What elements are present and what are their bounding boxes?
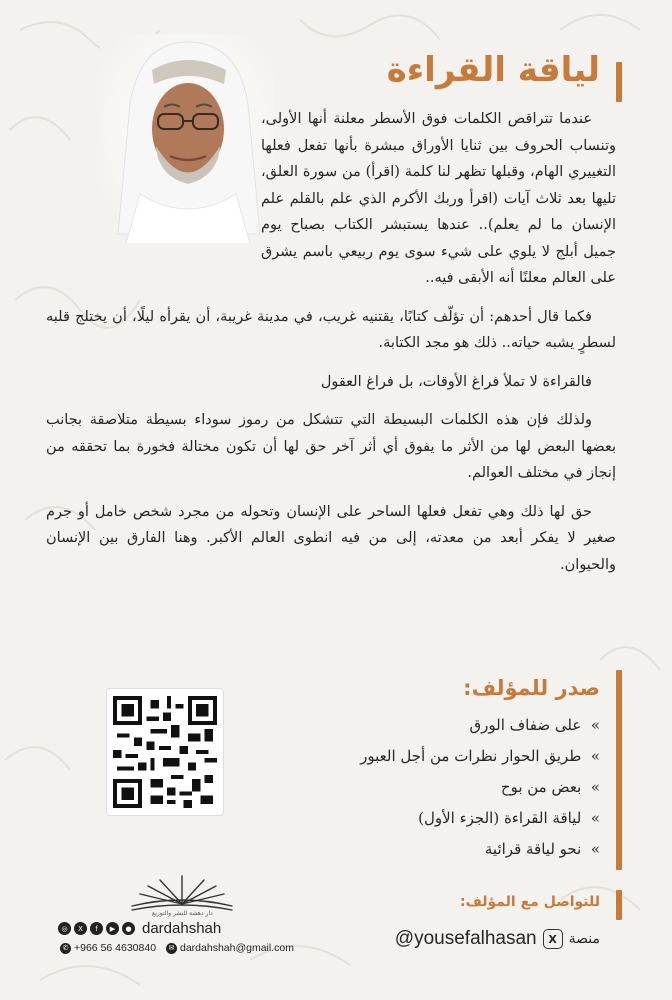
quote-paragraph: فكما قال أحدهم: أن تؤلّف كتابًا، يقتنيه غريب، في مدينة غريبة، أن يقرأه ليلًا، أن يختلج قلبه لسطرٍ يشبه حياته.. ذلك هو مجد الكتابة. (46, 308, 616, 351)
works-list-item: » لياقة القراءة (الجزء الأول) (280, 803, 600, 834)
youtube-icon[interactable]: ▶ (106, 922, 119, 935)
publisher-email (166, 942, 294, 954)
email-icon: ✉ (166, 943, 177, 954)
whatsapp-icon: ✆ (60, 943, 71, 954)
publisher-logo-icon (112, 864, 252, 916)
introduction-text (46, 106, 616, 590)
works-heading: صدر للمؤلف: (463, 676, 600, 700)
works-list-item: » نحو لياقة قرائية (280, 834, 600, 865)
publisher-phone (60, 942, 156, 954)
publisher-email-text[interactable]: dardahshah@gmail.com (180, 942, 294, 954)
contact-accent-bar (616, 890, 622, 920)
publisher-phone-text[interactable]: +966 56 4630840 (74, 942, 157, 954)
qr-code[interactable] (106, 688, 224, 816)
platform-label: منصة (568, 931, 600, 947)
x-icon: X (543, 929, 563, 949)
publisher-social-row (58, 920, 221, 937)
title-accent-bar (616, 62, 622, 102)
contact-heading: للتواصل مع المؤلف: (459, 894, 600, 910)
facebook-icon[interactable]: f (90, 922, 103, 935)
instagram-icon[interactable]: ◎ (58, 922, 71, 935)
publisher-name: dardahshah (142, 920, 222, 937)
works-list-item: » على ضفاف الورق (280, 710, 600, 741)
author-handle-row (395, 928, 600, 950)
works-list-item: » بعض من بوح (280, 772, 600, 803)
snapchat-icon[interactable]: ● (122, 922, 135, 935)
works-accent-bar (616, 670, 622, 870)
works-list (280, 710, 600, 865)
qr-code-icon (113, 695, 217, 809)
author-handle[interactable]: @yousefalhasan (394, 928, 537, 949)
reading-maxim: فالقراءة لا تملأ فراغ الأوقات، بل فراغ العقول (320, 373, 592, 390)
book-title: لياقة القراءة (386, 50, 600, 90)
intro-paragraph: عندما تتراقص الكلمات فوق الأسطر معلنة أنها الأولى، وتنساب الحروف بين ثنايا الأوراق مبشرة بأنها تفعل فعلها التغييري الهام، وقبلها تظهر لنا كلمة (اقرأ) من سورة العلق، تليها بعد ثلاث آيات (اقرأ وربك الأكرم الذي علم بالقلم علم الإنسان ما لم يعلم).. عندها يستبشر الكتاب بصباح يوم جميل أبلج لا يلوي على شيء سوى يوم ربيعي باسم يشرق على العالم معلنًا أنه الأبقى فيه.. (261, 111, 616, 286)
words-paragraph: ولذلك فإن هذه الكلمات البسيطة التي تتشكل من رموز سوداء بسيطة متلاصقة بجانب بعضها البعض لها من الأثر ما يفوق أي أثر آخر حق لها أن تكون مختالة فخورة بما تحققه من إنجاز في مختلف العوالم. (46, 412, 616, 481)
closing-paragraph: حق لها ذلك وهي تفعل فعلها الساحر على الإنسان وتحوله من مجرد شخص خامل أو جرم صغير لا يفكر أبعد من معدته، إلى من فيه انطوى العالم الأكبر. وهنا الفارق بين الإنسان والحيوان. (46, 503, 616, 573)
works-list-item: » طريق الحوار نظرات من أجل العبور (280, 741, 600, 772)
x-icon[interactable]: X (74, 922, 87, 935)
publisher-tagline: دار دهشة للنشر والتوزيع (152, 910, 213, 917)
